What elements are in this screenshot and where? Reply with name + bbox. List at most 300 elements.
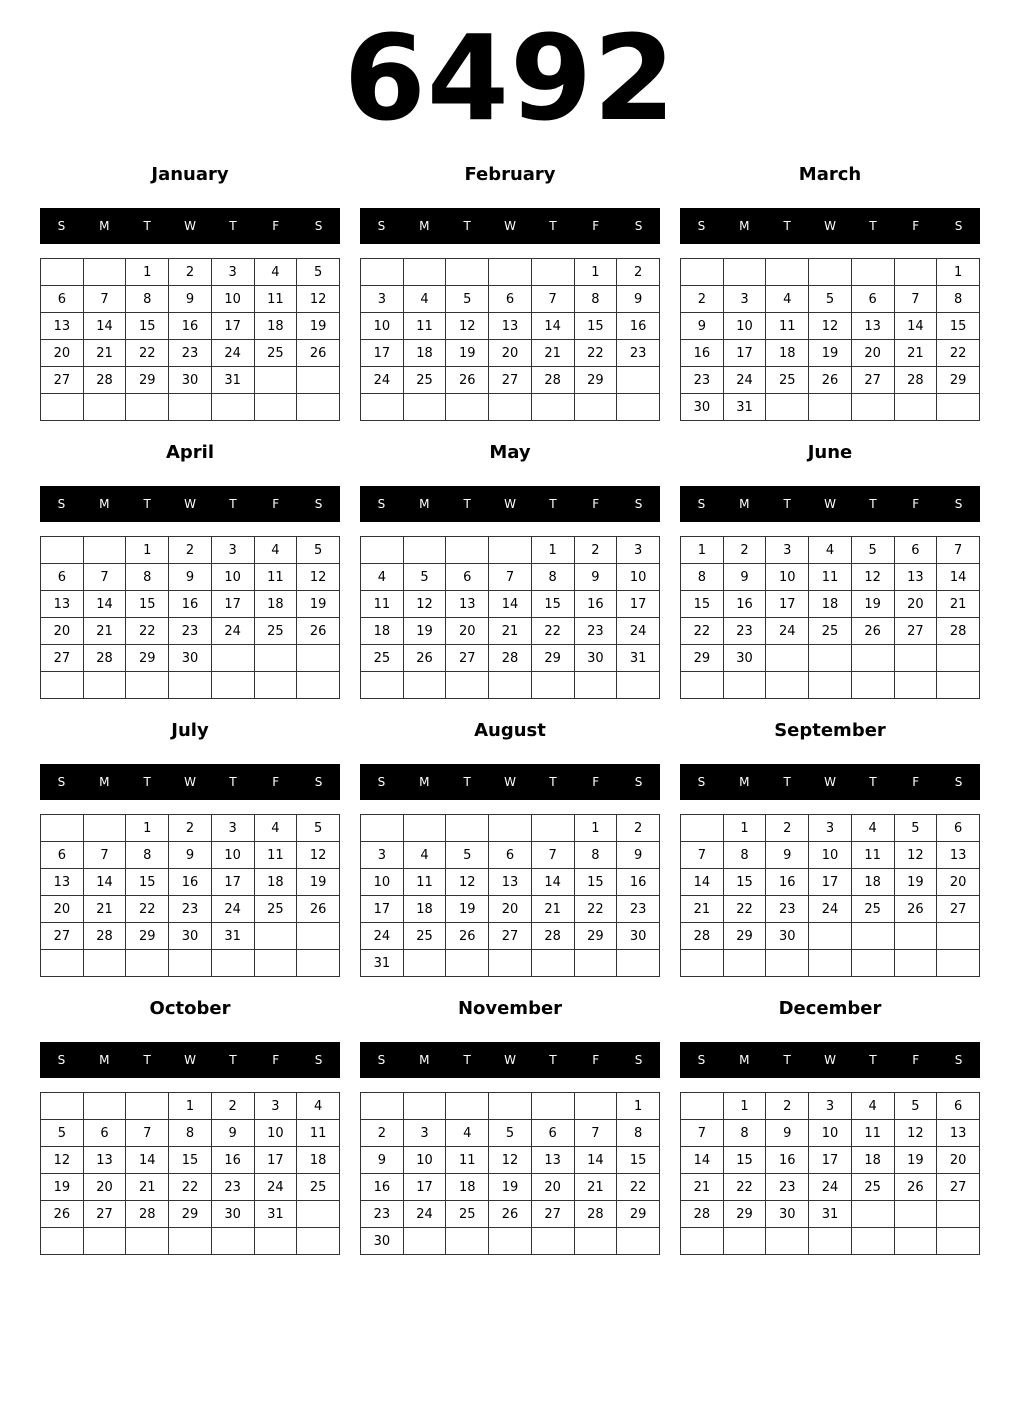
- day-cell: [297, 923, 340, 950]
- day-cell: [361, 815, 404, 842]
- weekday-label: F: [592, 219, 600, 233]
- week-row: [361, 1093, 660, 1120]
- day-cell: 2: [617, 815, 660, 842]
- day-cell: 1: [574, 259, 617, 286]
- day-cell: 30: [766, 923, 809, 950]
- day-cell: 27: [851, 367, 894, 394]
- day-cell: 28: [681, 1201, 724, 1228]
- day-cell: 28: [681, 923, 724, 950]
- day-cell: [297, 394, 340, 421]
- day-cell: 7: [489, 564, 532, 591]
- weekday-label: T: [869, 775, 877, 789]
- day-cell: 3: [809, 1093, 852, 1120]
- weekday-label: S: [57, 219, 66, 233]
- weekday-label: S: [57, 775, 66, 789]
- day-cell: 29: [169, 1201, 212, 1228]
- day-cell: [894, 394, 937, 421]
- week-row: [361, 340, 660, 367]
- day-cell: 16: [211, 1147, 254, 1174]
- day-cell: 27: [937, 1174, 980, 1201]
- day-cell: 9: [574, 564, 617, 591]
- day-cell: [83, 672, 126, 699]
- day-cell: [574, 1228, 617, 1255]
- day-cell: 23: [617, 340, 660, 367]
- day-cell: [766, 950, 809, 977]
- week-row: [361, 537, 660, 564]
- week-row: [361, 1174, 660, 1201]
- week-row: [41, 591, 340, 618]
- day-cell: 12: [297, 564, 340, 591]
- day-cell: 21: [83, 896, 126, 923]
- day-cell: 7: [894, 286, 937, 313]
- day-cell: 13: [894, 564, 937, 591]
- day-cell: 30: [766, 1201, 809, 1228]
- day-cell: 23: [169, 618, 212, 645]
- weekday-label: W: [184, 219, 196, 233]
- day-cell: 2: [169, 259, 212, 286]
- day-cell: 9: [211, 1120, 254, 1147]
- day-cell: 23: [766, 896, 809, 923]
- day-cell: 13: [41, 591, 84, 618]
- weekday-label: T: [229, 497, 237, 511]
- day-cell: 15: [937, 313, 980, 340]
- day-cell: 15: [531, 591, 574, 618]
- day-cell: [809, 259, 852, 286]
- weekday-label: F: [272, 775, 280, 789]
- weekday-header: [360, 764, 660, 800]
- week-row: [681, 672, 980, 699]
- day-cell: 26: [894, 1174, 937, 1201]
- weekday-label: W: [824, 1053, 836, 1067]
- day-cell: [851, 1228, 894, 1255]
- day-cell: [446, 815, 489, 842]
- day-cell: [937, 923, 980, 950]
- day-cell: [41, 1228, 84, 1255]
- weekday-label: S: [954, 219, 963, 233]
- day-cell: [723, 672, 766, 699]
- day-cell: 4: [361, 564, 404, 591]
- week-row: [681, 313, 980, 340]
- week-row: [361, 367, 660, 394]
- day-cell: 22: [574, 340, 617, 367]
- day-cell: 18: [254, 869, 297, 896]
- day-cell: 15: [574, 869, 617, 896]
- weekday-label: M: [739, 219, 750, 233]
- day-cell: [937, 1201, 980, 1228]
- day-cell: 25: [446, 1201, 489, 1228]
- day-cell: 12: [809, 313, 852, 340]
- day-cell: 13: [83, 1147, 126, 1174]
- day-cell: [894, 923, 937, 950]
- week-row: [681, 896, 980, 923]
- day-cell: 27: [41, 923, 84, 950]
- day-cell: [489, 259, 532, 286]
- weekday-label: T: [229, 775, 237, 789]
- week-row: [361, 869, 660, 896]
- day-cell: 26: [894, 896, 937, 923]
- day-cell: 8: [574, 286, 617, 313]
- week-row: [681, 842, 980, 869]
- day-cell: [126, 1228, 169, 1255]
- day-cell: 7: [937, 537, 980, 564]
- day-cell: 20: [851, 340, 894, 367]
- day-cell: 17: [211, 313, 254, 340]
- day-cell: [723, 1228, 766, 1255]
- weekday-label: M: [739, 1053, 750, 1067]
- day-cell: 14: [83, 313, 126, 340]
- day-cell: [766, 1228, 809, 1255]
- day-cell: 1: [169, 1093, 212, 1120]
- weekday-header: [360, 208, 660, 244]
- day-cell: [723, 259, 766, 286]
- day-cell: 16: [169, 591, 212, 618]
- day-cell: 30: [574, 645, 617, 672]
- day-cell: 11: [851, 842, 894, 869]
- day-cell: 25: [851, 896, 894, 923]
- weekday-label: S: [954, 775, 963, 789]
- day-cell: 22: [169, 1174, 212, 1201]
- day-cell: 15: [681, 591, 724, 618]
- day-cell: 8: [574, 842, 617, 869]
- day-cell: 18: [766, 340, 809, 367]
- day-cell: 5: [851, 537, 894, 564]
- day-cell: [851, 259, 894, 286]
- day-cell: 8: [126, 564, 169, 591]
- week-row: [41, 394, 340, 421]
- day-cell: 3: [361, 286, 404, 313]
- weekday-label: S: [57, 1053, 66, 1067]
- weekday-label: F: [912, 1053, 920, 1067]
- day-cell: [254, 394, 297, 421]
- week-row: [361, 259, 660, 286]
- day-cell: [254, 672, 297, 699]
- week-row: [681, 618, 980, 645]
- day-cell: [894, 259, 937, 286]
- day-cell: 2: [169, 815, 212, 842]
- day-cell: 2: [723, 537, 766, 564]
- day-cell: [617, 1228, 660, 1255]
- day-cell: 17: [211, 869, 254, 896]
- weekday-label: T: [549, 219, 557, 233]
- day-cell: 23: [574, 618, 617, 645]
- day-cell: 15: [723, 1147, 766, 1174]
- day-cell: 7: [681, 842, 724, 869]
- week-row: [41, 340, 340, 367]
- day-cell: [41, 1093, 84, 1120]
- day-cell: [446, 672, 489, 699]
- day-cell: [489, 815, 532, 842]
- day-cell: 12: [41, 1147, 84, 1174]
- day-cell: 21: [681, 896, 724, 923]
- day-cell: 27: [489, 367, 532, 394]
- day-cell: 26: [851, 618, 894, 645]
- week-row: [41, 1147, 340, 1174]
- day-cell: 25: [403, 367, 446, 394]
- day-cell: [297, 645, 340, 672]
- day-cell: 17: [361, 340, 404, 367]
- day-cell: 15: [574, 313, 617, 340]
- day-cell: 16: [723, 591, 766, 618]
- day-cell: [574, 672, 617, 699]
- day-cell: [681, 815, 724, 842]
- week-row: [681, 1147, 980, 1174]
- day-cell: 5: [403, 564, 446, 591]
- day-cell: 7: [681, 1120, 724, 1147]
- month-july: [40, 713, 340, 983]
- day-cell: [403, 815, 446, 842]
- day-cell: 15: [169, 1147, 212, 1174]
- day-cell: [361, 672, 404, 699]
- day-cell: 6: [41, 564, 84, 591]
- weekday-label: M: [99, 219, 110, 233]
- day-cell: 2: [169, 537, 212, 564]
- day-cell: 24: [254, 1174, 297, 1201]
- day-cell: 22: [937, 340, 980, 367]
- day-cell: 18: [254, 591, 297, 618]
- week-row: [41, 1120, 340, 1147]
- weekday-label: F: [272, 1053, 280, 1067]
- day-cell: 15: [126, 313, 169, 340]
- day-cell: 27: [446, 645, 489, 672]
- day-cell: 8: [937, 286, 980, 313]
- day-cell: 12: [446, 313, 489, 340]
- day-cell: 21: [531, 340, 574, 367]
- day-cell: 13: [531, 1147, 574, 1174]
- day-cell: 18: [361, 618, 404, 645]
- day-cell: 14: [681, 1147, 724, 1174]
- day-cell: 23: [361, 1201, 404, 1228]
- weekday-label: M: [419, 497, 430, 511]
- day-cell: 14: [126, 1147, 169, 1174]
- day-cell: [83, 259, 126, 286]
- day-cell: 16: [617, 869, 660, 896]
- weekday-header: [680, 1042, 980, 1078]
- day-cell: [574, 394, 617, 421]
- day-cell: [169, 672, 212, 699]
- day-cell: [489, 950, 532, 977]
- day-cell: 8: [723, 842, 766, 869]
- weekday-label: S: [377, 775, 386, 789]
- day-cell: 8: [169, 1120, 212, 1147]
- day-cell: 16: [169, 313, 212, 340]
- day-cell: [211, 950, 254, 977]
- day-cell: 5: [489, 1120, 532, 1147]
- month-june: [680, 435, 980, 705]
- day-cell: 21: [894, 340, 937, 367]
- day-cell: 27: [41, 645, 84, 672]
- weekday-label: S: [314, 1053, 323, 1067]
- day-cell: 30: [361, 1228, 404, 1255]
- day-cell: 6: [851, 286, 894, 313]
- day-cell: 24: [766, 618, 809, 645]
- day-cell: 8: [126, 286, 169, 313]
- weekday-label: T: [549, 497, 557, 511]
- day-cell: [297, 672, 340, 699]
- month-name: November: [457, 998, 563, 1019]
- day-cell: 7: [83, 286, 126, 313]
- week-row: [41, 1174, 340, 1201]
- day-cell: 18: [851, 1147, 894, 1174]
- day-cell: 3: [809, 815, 852, 842]
- day-cell: [617, 672, 660, 699]
- day-cell: 31: [211, 923, 254, 950]
- weekday-label: T: [143, 219, 151, 233]
- day-cell: [361, 1093, 404, 1120]
- day-cell: 14: [531, 313, 574, 340]
- day-cell: [937, 1228, 980, 1255]
- day-cell: 10: [361, 869, 404, 896]
- day-cell: [894, 672, 937, 699]
- weekday-label: F: [272, 219, 280, 233]
- weekday-label: T: [463, 219, 471, 233]
- day-cell: 29: [574, 923, 617, 950]
- weekday-label: S: [377, 219, 386, 233]
- day-cell: 10: [361, 313, 404, 340]
- weekday-label: W: [184, 497, 196, 511]
- day-cell: 18: [297, 1147, 340, 1174]
- day-cell: [489, 394, 532, 421]
- day-cell: 15: [126, 591, 169, 618]
- day-cell: 1: [126, 815, 169, 842]
- day-cell: [851, 394, 894, 421]
- month-november: [360, 991, 660, 1261]
- day-cell: [766, 672, 809, 699]
- day-cell: [937, 645, 980, 672]
- days-grid: [40, 1092, 340, 1255]
- day-cell: 14: [83, 591, 126, 618]
- day-cell: 6: [41, 842, 84, 869]
- day-cell: 9: [169, 286, 212, 313]
- day-cell: 1: [937, 259, 980, 286]
- day-cell: 14: [531, 869, 574, 896]
- day-cell: [766, 645, 809, 672]
- weekday-label: F: [592, 1053, 600, 1067]
- weekday-label: F: [592, 775, 600, 789]
- day-cell: 29: [723, 923, 766, 950]
- day-cell: 22: [617, 1174, 660, 1201]
- week-row: [361, 815, 660, 842]
- day-cell: 26: [41, 1201, 84, 1228]
- day-cell: 23: [169, 340, 212, 367]
- day-cell: 14: [83, 869, 126, 896]
- week-row: [41, 923, 340, 950]
- day-cell: 28: [489, 645, 532, 672]
- day-cell: 18: [254, 313, 297, 340]
- day-cell: [403, 259, 446, 286]
- day-cell: 29: [723, 1201, 766, 1228]
- day-cell: 31: [361, 950, 404, 977]
- day-cell: 16: [169, 869, 212, 896]
- day-cell: 11: [403, 313, 446, 340]
- day-cell: 13: [937, 842, 980, 869]
- day-cell: [41, 259, 84, 286]
- day-cell: 10: [723, 313, 766, 340]
- day-cell: 14: [681, 869, 724, 896]
- week-row: [681, 1120, 980, 1147]
- weekday-label: S: [314, 775, 323, 789]
- day-cell: 3: [403, 1120, 446, 1147]
- day-cell: 6: [937, 815, 980, 842]
- weekday-label: W: [184, 775, 196, 789]
- day-cell: 24: [809, 896, 852, 923]
- day-cell: 12: [446, 869, 489, 896]
- day-cell: 20: [894, 591, 937, 618]
- day-cell: 2: [211, 1093, 254, 1120]
- day-cell: 23: [681, 367, 724, 394]
- day-cell: 19: [894, 869, 937, 896]
- day-cell: 27: [489, 923, 532, 950]
- day-cell: 4: [403, 842, 446, 869]
- day-cell: 22: [723, 896, 766, 923]
- day-cell: 28: [937, 618, 980, 645]
- week-row: [681, 1174, 980, 1201]
- day-cell: [254, 367, 297, 394]
- month-name: May: [489, 442, 531, 463]
- day-cell: [41, 394, 84, 421]
- day-cell: 18: [403, 896, 446, 923]
- day-cell: 1: [126, 259, 169, 286]
- day-cell: [83, 394, 126, 421]
- week-row: [41, 842, 340, 869]
- day-cell: 19: [297, 313, 340, 340]
- weekday-label: T: [229, 1053, 237, 1067]
- day-cell: 14: [894, 313, 937, 340]
- day-cell: 30: [617, 923, 660, 950]
- day-cell: 20: [41, 340, 84, 367]
- month-april: [40, 435, 340, 705]
- month-name: July: [171, 720, 209, 741]
- week-row: [361, 394, 660, 421]
- week-row: [41, 259, 340, 286]
- day-cell: 23: [169, 896, 212, 923]
- day-cell: 30: [211, 1201, 254, 1228]
- day-cell: 16: [766, 869, 809, 896]
- day-cell: [531, 1093, 574, 1120]
- day-cell: 24: [723, 367, 766, 394]
- day-cell: 11: [809, 564, 852, 591]
- weekday-label: M: [419, 1053, 430, 1067]
- day-cell: 26: [297, 340, 340, 367]
- weekday-label: W: [504, 497, 516, 511]
- day-cell: 7: [531, 842, 574, 869]
- week-row: [41, 286, 340, 313]
- month-name: June: [807, 442, 853, 463]
- day-cell: 14: [937, 564, 980, 591]
- day-cell: 5: [894, 815, 937, 842]
- day-cell: 29: [937, 367, 980, 394]
- day-cell: 4: [254, 537, 297, 564]
- day-cell: [169, 1228, 212, 1255]
- day-cell: 9: [169, 564, 212, 591]
- week-row: [361, 591, 660, 618]
- week-row: [681, 367, 980, 394]
- week-row: [361, 1120, 660, 1147]
- day-cell: [83, 950, 126, 977]
- day-cell: 17: [617, 591, 660, 618]
- day-cell: 21: [574, 1174, 617, 1201]
- day-cell: 3: [766, 537, 809, 564]
- day-cell: 19: [446, 896, 489, 923]
- days-grid: [40, 814, 340, 977]
- day-cell: [617, 394, 660, 421]
- day-cell: 4: [297, 1093, 340, 1120]
- weekday-label: W: [824, 775, 836, 789]
- weekday-label: S: [954, 1053, 963, 1067]
- day-cell: 5: [446, 842, 489, 869]
- day-cell: 8: [531, 564, 574, 591]
- day-cell: 23: [766, 1174, 809, 1201]
- day-cell: 25: [809, 618, 852, 645]
